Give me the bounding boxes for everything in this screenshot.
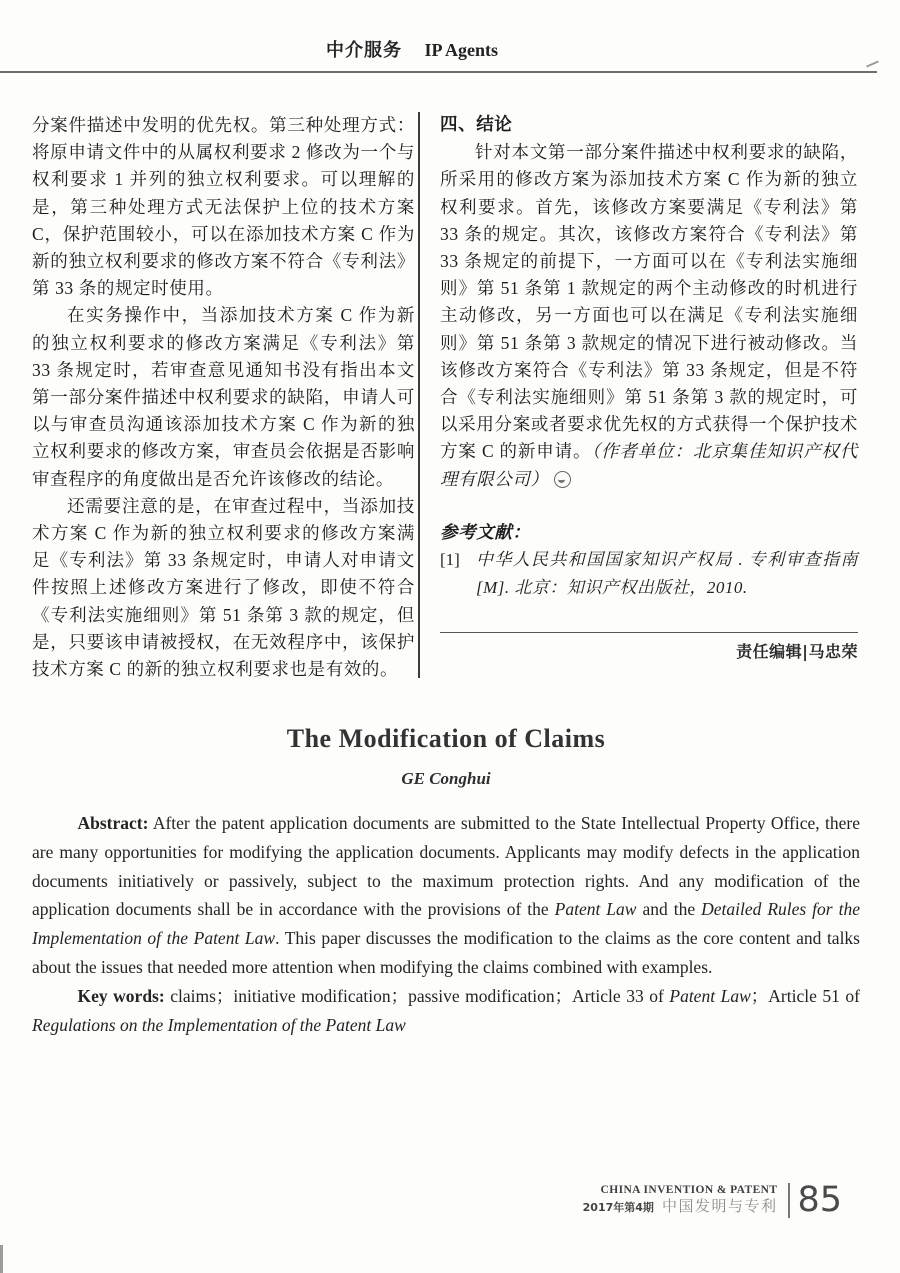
page-header: [0, 36, 900, 62]
body-paragraph: 在实务操作中，当添加技术方案 C 作为新的独立权利要求的修改方案满足《专利法》第 33 条规定时，若审查意见通知书没有指出本文第一部分案件描述中权利要求的缺陷，申请人可以与审查员沟通该添加技术方案 C 作为新的独立权利要求的修改方案，审查员会依据是否影响审查程序的角度做出是否允许该修改的结论。: [32, 305, 415, 489]
author-affiliation: （作者单位：北京集佳知识产权代理有限公司）: [440, 441, 859, 489]
english-section: [32, 724, 860, 1039]
section-label-en: IP Agents: [424, 40, 498, 60]
conclusion-paragraph: [440, 139, 858, 493]
abstract-italic-title: Patent Law: [554, 899, 637, 920]
conclusion-text: 针对本文第一部分案件描述中权利要求的缺陷，所采用的修改方案为添加技术方案 C 作为新的独立权利要求。首先，该修改方案要满足《专利法》第 33 条的规定。其次，该修改方案符合《专利法》第 33 条规定的前提下，一方面可以在《专利法实施细则》第 51 条第 1 款规定的两个主动修改的时机进行主动修改，另一方面也可以在满足《专利法实施细则》第 51 条第 3 款规定的情况下进行被动修改。当该修改方案符合《专利法》第 33 条规定，但是不符合《专利法实施细则》第 51 条第 3 款的规定时，可以采用分案或者要求优先权的方式获得一个保护技术方案 C 的新申请。: [440, 142, 858, 462]
abstract-label: Abstract:: [77, 813, 149, 833]
keywords-text: claims；initiative modification；passive modification；Article 33 of: [164, 985, 670, 1006]
english-title: The Modification of Claims: [286, 724, 606, 753]
keywords-italic-title: Regulations on the Implementation of the Patent Law: [32, 1014, 406, 1035]
abstract-text: After the patent application documents are submitted to the State Intellectual Property Office, there are many opportunities for modifying the application documents. Applicants may modify defects in the application documents initiatively or passively, subject to the maximum protection rights. And any modification of the application documents shall be in accordance with the provisions of the: [32, 813, 860, 920]
column-divider: [418, 112, 420, 678]
body-paragraph: 还需要注意的是，在审查过程中，当添加技术方案 C 作为新的独立权利要求的修改方案满足《专利法》第 33 条规定时，申请人对申请文件按照上述修改方案进行了修改，即使不符合《专利法实施细则》第 51 条第 3 款的规定，但是，只要该申请被授权，在无效程序中，该保护技术方案 C 的新的独立权利要求也是有效的。: [32, 495, 415, 680]
article-body: [32, 112, 858, 683]
reference-text: 中华人民共和国国家知识产权局 . 专利审查指南 [M]. 北京：知识产权出版社，2010.: [476, 550, 858, 598]
journal-name-cn: 中国发明与专利: [661, 1197, 778, 1216]
section-label-cn: 中介服务: [325, 40, 402, 61]
references-heading: 参考文献：: [440, 521, 531, 542]
journal-name-en: CHINA INVENTION & PATENT: [600, 1184, 778, 1197]
editor-divider: [440, 632, 858, 633]
references-section: [440, 519, 858, 602]
keywords-italic-title: Patent Law: [669, 985, 751, 1006]
right-column: [440, 112, 858, 683]
editor-credit: 责任编辑|马忠荣: [736, 642, 858, 662]
abstract-text: and the: [636, 899, 702, 920]
keywords-label: Key words:: [77, 985, 165, 1006]
keywords-text: ；Article 51 of: [750, 985, 861, 1006]
keywords-paragraph: [32, 982, 860, 1040]
page-footer: [582, 1180, 842, 1220]
issue-info: 2017年第4期: [582, 1201, 654, 1215]
article-end-icon: [554, 471, 571, 488]
abstract-text: . This paper discusses the modification to the claims as the core content and talks about the issues that needed more attention when modifying the claims combined with examples.: [32, 928, 860, 977]
body-paragraph: 分案件描述中发明的优先权。第三种处理方式：将原申请文件中的从属权利要求 2 修改为一个与权利要求 1 并列的独立权利要求。可以理解的是，第三种处理方式无法保护上位的技术方案 C，保护范围较小，可以在添加技术方案 C 作为新的独立权利要求的修改方案不符合《专利法》第 33 条的规定时使用。: [32, 115, 415, 299]
page-number: 85: [797, 1180, 842, 1220]
conclusion-heading: 四、结论: [440, 115, 513, 135]
abstract-italic-title: Detailed Rules for the Implementation of the Patent Law: [32, 899, 860, 949]
footer-divider: [788, 1183, 790, 1218]
footer-journal-info: [583, 1184, 778, 1217]
header-rule: [0, 71, 877, 73]
scan-edge-artifact: [0, 1245, 3, 1273]
left-column: [32, 112, 415, 683]
reference-item: [440, 546, 858, 602]
abstract-paragraph: [32, 809, 860, 982]
reference-index: [1]: [440, 550, 460, 570]
english-author: GE Conghui: [401, 769, 491, 788]
